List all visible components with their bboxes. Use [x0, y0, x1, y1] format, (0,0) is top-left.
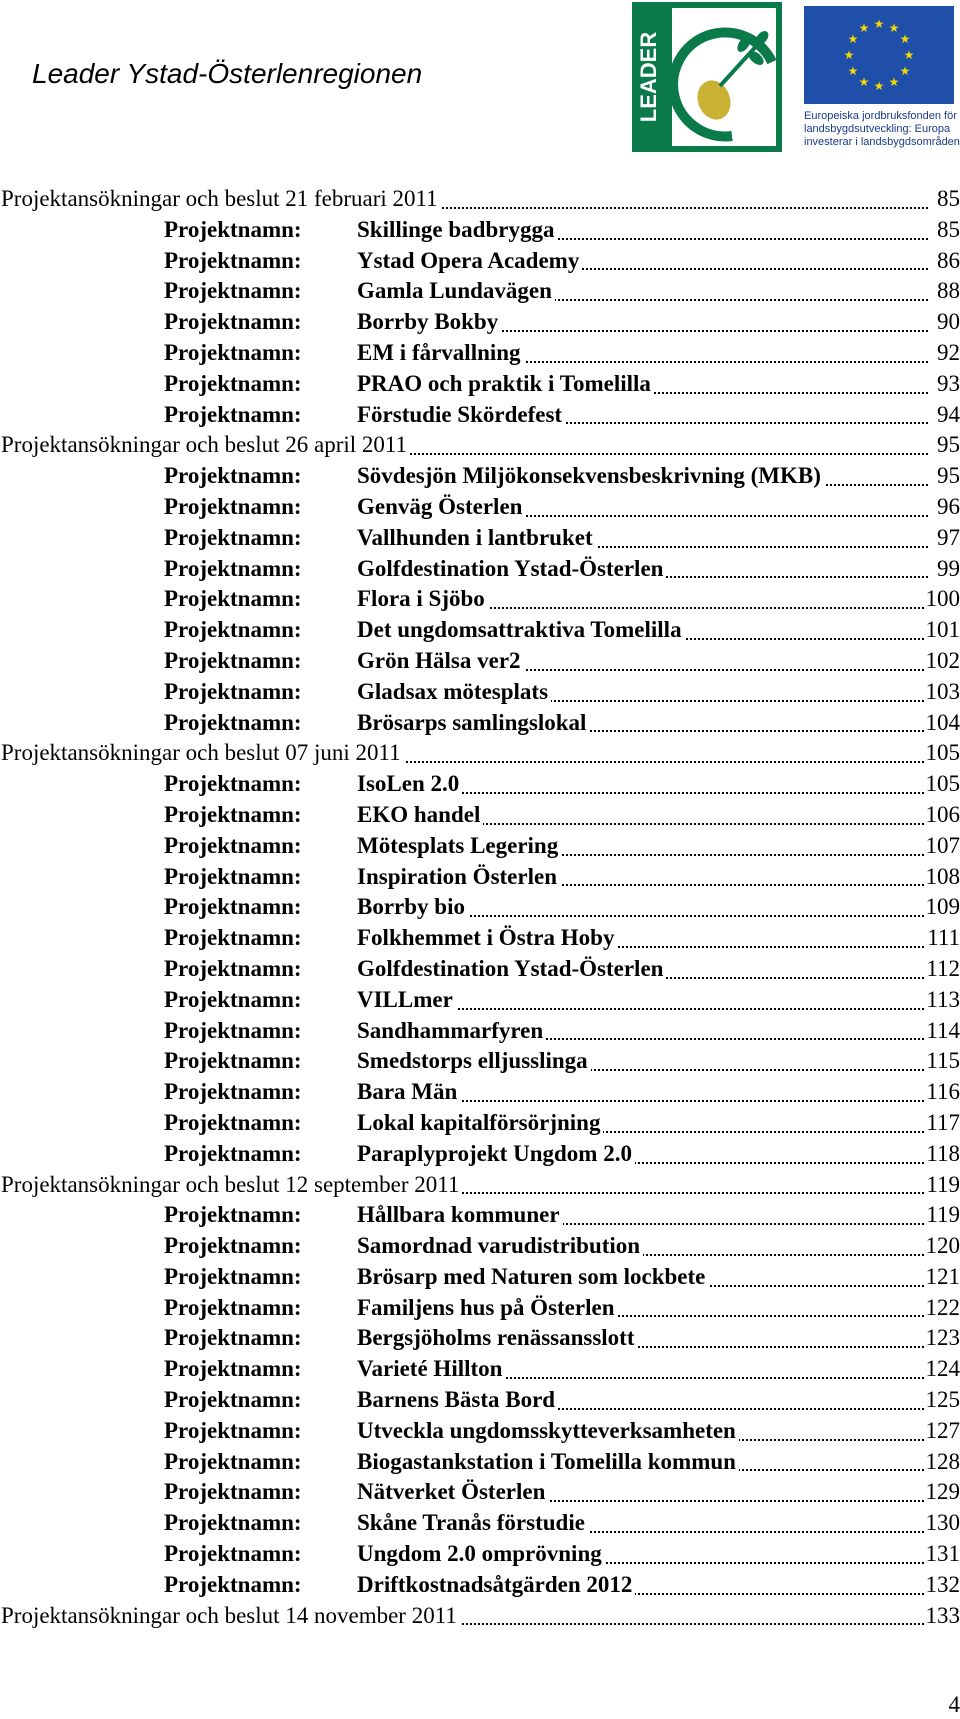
- eu-caption-line: Europeiska jordbruksfonden för: [804, 110, 957, 122]
- toc-item-row[interactable]: [0, 461, 960, 492]
- toc-page-number: 114: [924, 1016, 960, 1047]
- toc-item-prefix: Projektnamn:: [164, 216, 302, 242]
- toc-item-prefix: Projektnamn:: [164, 709, 302, 735]
- toc-section-title: Projektansökningar och beslut 26 april 2011: [1, 430, 410, 461]
- toc-item-prefix: Projektnamn:: [164, 1571, 302, 1597]
- toc-section-title: Projektansökningar och beslut 07 juni 2011: [1, 738, 404, 769]
- toc-item-name: Hållbara kommuner: [357, 1200, 563, 1231]
- toc-item-prefix: Projektnamn:: [164, 1541, 302, 1567]
- toc-item-row[interactable]: [0, 584, 960, 615]
- toc-item-row[interactable]: [0, 862, 960, 893]
- toc-item-row[interactable]: [0, 338, 960, 369]
- toc-item-name: Ystad Opera Academy: [357, 246, 582, 277]
- svg-text:★: ★: [903, 48, 915, 62]
- toc-item-row[interactable]: [0, 1477, 960, 1508]
- toc-item-name: Sövdesjön Miljökonsekvensbeskrivning (MKB): [357, 461, 824, 492]
- eu-caption-line: landsbygdsutveckling: Europa: [804, 123, 951, 135]
- toc-page-number: 108: [924, 862, 960, 893]
- toc-item-name: Borrby bio: [357, 892, 468, 923]
- toc-item-name: Biogastankstation i Tomelilla kommun: [357, 1447, 739, 1478]
- eu-flag-icon: [804, 6, 954, 104]
- toc-item-prefix: Projektnamn:: [164, 986, 302, 1012]
- toc-page-number: 104: [924, 708, 960, 739]
- toc-page-number: 117: [924, 1108, 960, 1139]
- toc-item-name: Driftkostnadsåtgärden 2012: [357, 1570, 635, 1601]
- toc-item-row[interactable]: [0, 677, 960, 708]
- toc-item-prefix: Projektnamn:: [164, 925, 302, 951]
- toc-item-name: Utveckla ungdomsskytteverksamheten: [357, 1416, 739, 1447]
- toc-item-row[interactable]: [0, 1262, 960, 1293]
- toc-page-number: 85: [935, 184, 960, 215]
- toc-section-title: Projektansökningar och beslut 12 september 2011: [1, 1170, 462, 1201]
- toc-item-prefix: Projektnamn:: [164, 1202, 302, 1228]
- toc-item-row[interactable]: [0, 615, 960, 646]
- toc-item-row[interactable]: [0, 831, 960, 862]
- toc-section-row[interactable]: [0, 1601, 960, 1632]
- toc-item-row[interactable]: [0, 1570, 960, 1601]
- toc-item-name: Paraplyprojekt Ungdom 2.0: [357, 1139, 635, 1170]
- toc-item-prefix: Projektnamn:: [164, 801, 302, 827]
- toc-item-row[interactable]: [0, 276, 960, 307]
- toc-item-row[interactable]: [0, 800, 960, 831]
- toc-page-number: 123: [924, 1323, 960, 1354]
- svg-text:★: ★: [858, 75, 870, 89]
- toc-item-name: Brösarps samlingslokal: [357, 708, 589, 739]
- eu-caption: [804, 110, 960, 149]
- toc-item-row[interactable]: [0, 307, 960, 338]
- toc-item-name: Ungdom 2.0 omprövning: [357, 1539, 605, 1570]
- toc-page-number: 106: [924, 800, 960, 831]
- leader-logo: [632, 2, 782, 152]
- toc-item-name: Gamla Lundavägen: [357, 276, 555, 307]
- toc-item-row[interactable]: [0, 892, 960, 923]
- toc-item-prefix: Projektnamn:: [164, 524, 302, 550]
- toc-item-prefix: Projektnamn:: [164, 1048, 302, 1074]
- toc-item-row[interactable]: [0, 492, 960, 523]
- toc-page-number: 95: [935, 461, 960, 492]
- toc-section-title: Projektansökningar och beslut 14 november 2011: [1, 1601, 460, 1632]
- toc-item-prefix: Projektnamn:: [164, 339, 302, 365]
- toc-item-row[interactable]: [0, 400, 960, 431]
- toc-item-name: Nätverket Österlen: [357, 1477, 548, 1508]
- toc-page-number: 85: [935, 215, 960, 246]
- toc-item-prefix: Projektnamn:: [164, 1233, 302, 1259]
- toc-item-row[interactable]: [0, 215, 960, 246]
- svg-text:★: ★: [873, 17, 885, 31]
- toc-page-number: 86: [935, 246, 960, 277]
- toc-item-row[interactable]: [0, 523, 960, 554]
- toc-page-number: 125: [924, 1385, 960, 1416]
- toc-page-number: 96: [935, 492, 960, 523]
- toc-item-prefix: Projektnamn:: [164, 247, 302, 273]
- toc-item-prefix: Projektnamn:: [164, 401, 302, 427]
- toc-item-row[interactable]: [0, 769, 960, 800]
- toc-item-row[interactable]: [0, 923, 960, 954]
- toc-item-row[interactable]: [0, 1323, 960, 1354]
- toc-page-number: 102: [924, 646, 960, 677]
- toc-page-number: 94: [935, 400, 960, 431]
- toc-item-prefix: Projektnamn:: [164, 1294, 302, 1320]
- toc-item-prefix: Projektnamn:: [164, 1140, 302, 1166]
- toc-item-prefix: Projektnamn:: [164, 832, 302, 858]
- eu-caption-line: investerar i landsbygdsområden: [804, 136, 960, 148]
- toc-page-number: 113: [924, 985, 960, 1016]
- toc-item-name: Genväg Österlen: [357, 492, 525, 523]
- toc-page-number: 101: [924, 615, 960, 646]
- svg-text:★: ★: [873, 79, 885, 93]
- toc-page-number: 130: [924, 1508, 960, 1539]
- toc-page-number: 131: [924, 1539, 960, 1570]
- toc-item-name: IsoLen 2.0: [357, 769, 462, 800]
- toc-item-row[interactable]: [0, 554, 960, 585]
- toc-item-prefix: Projektnamn:: [164, 771, 302, 797]
- toc-page-number: 132: [924, 1570, 960, 1601]
- toc-item-row[interactable]: [0, 1508, 960, 1539]
- toc-section-row[interactable]: [0, 430, 960, 461]
- toc-item-prefix: Projektnamn:: [164, 1079, 302, 1105]
- toc-page-number: 119: [924, 1170, 960, 1201]
- toc-item-prefix: Projektnamn:: [164, 955, 302, 981]
- toc-item-prefix: Projektnamn:: [164, 1356, 302, 1382]
- toc-item-name: Golfdestination Ystad-Österlen: [357, 554, 666, 585]
- toc-page-number: 105: [924, 738, 960, 769]
- toc-item-prefix: Projektnamn:: [164, 309, 302, 335]
- toc-page-number: 124: [924, 1354, 960, 1385]
- toc-item-row[interactable]: [0, 1200, 960, 1231]
- toc-page-number: 119: [924, 1200, 960, 1231]
- toc-section-row[interactable]: [0, 738, 960, 769]
- toc-item-prefix: Projektnamn:: [164, 586, 302, 612]
- toc-item-row[interactable]: [0, 246, 960, 277]
- toc-item-row[interactable]: [0, 1077, 960, 1108]
- header-title: Leader Ystad-Österlenregionen: [32, 58, 423, 89]
- toc-item-name: Grön Hälsa ver2: [357, 646, 524, 677]
- toc-page-number: 133: [924, 1601, 960, 1632]
- toc-page-number: 116: [924, 1077, 960, 1108]
- toc-item-prefix: Projektnamn:: [164, 678, 302, 704]
- leader-logo-text: LEADER: [636, 31, 661, 123]
- toc-item-name: EKO handel: [357, 800, 483, 831]
- toc-item-prefix: Projektnamn:: [164, 1510, 302, 1536]
- toc-page-number: 100: [924, 584, 960, 615]
- toc-page-number: 111: [925, 923, 960, 954]
- toc-page-number: 90: [935, 307, 960, 338]
- toc-item-name: Lokal kapitalförsörjning: [357, 1108, 603, 1139]
- toc-item-row[interactable]: [0, 708, 960, 739]
- toc-item-row[interactable]: [0, 1385, 960, 1416]
- toc-item-prefix: Projektnamn:: [164, 1325, 302, 1351]
- toc-item-row[interactable]: [0, 1016, 960, 1047]
- toc-item-prefix: Projektnamn:: [164, 1479, 302, 1505]
- toc-item-name: Inspiration Österlen: [357, 862, 560, 893]
- toc-item-name: Smedstorps elljusslinga: [357, 1046, 591, 1077]
- toc-item-name: Familjens hus på Österlen: [357, 1293, 617, 1324]
- toc-item-row[interactable]: [0, 985, 960, 1016]
- toc-item-prefix: Projektnamn:: [164, 463, 302, 489]
- toc-page-number: 129: [924, 1477, 960, 1508]
- toc-page-number: 95: [935, 430, 960, 461]
- toc-item-prefix: Projektnamn:: [164, 1263, 302, 1289]
- svg-text:★: ★: [899, 32, 911, 46]
- page-number: 4: [948, 1692, 960, 1717]
- toc-item-row[interactable]: [0, 1231, 960, 1262]
- toc-item-name: Skåne Tranås förstudie: [357, 1508, 588, 1539]
- toc-item-name: PRAO och praktik i Tomelilla: [357, 369, 654, 400]
- svg-text:★: ★: [858, 21, 870, 35]
- toc-item-prefix: Projektnamn:: [164, 1448, 302, 1474]
- toc-item-name: Barnens Bästa Bord: [357, 1385, 558, 1416]
- svg-text:★: ★: [847, 32, 859, 46]
- toc-item-name: Samordnad varudistribution: [357, 1231, 643, 1262]
- toc-item-name: VILLmer: [357, 985, 456, 1016]
- svg-text:★: ★: [888, 21, 900, 35]
- toc-page-number: 115: [924, 1046, 960, 1077]
- toc-item-row[interactable]: [0, 1293, 960, 1324]
- toc-item-name: Borrby Bokby: [357, 307, 501, 338]
- toc-item-prefix: Projektnamn:: [164, 617, 302, 643]
- svg-text:★: ★: [899, 64, 911, 78]
- toc-item-name: Skillinge badbrygga: [357, 215, 557, 246]
- toc-item-row[interactable]: [0, 954, 960, 985]
- toc-item-name: Mötesplats Legering: [357, 831, 561, 862]
- toc-item-row[interactable]: [0, 1539, 960, 1570]
- toc-item-name: Gladsax mötesplats: [357, 677, 551, 708]
- toc-item-prefix: Projektnamn:: [164, 1017, 302, 1043]
- toc-page-number: 107: [924, 831, 960, 862]
- toc-item-name: Bergsjöholms renässansslott: [357, 1323, 638, 1354]
- toc-section-row[interactable]: [0, 1170, 960, 1201]
- svg-text:★: ★: [843, 48, 855, 62]
- toc-item-row[interactable]: [0, 1416, 960, 1447]
- toc-item-prefix: Projektnamn:: [164, 863, 302, 889]
- toc-page-number: 109: [924, 892, 960, 923]
- toc-item-row[interactable]: [0, 1108, 960, 1139]
- toc-item-name: Flora i Sjöbo: [357, 584, 488, 615]
- toc-item-row[interactable]: [0, 1046, 960, 1077]
- toc-page-number: 99: [935, 554, 960, 585]
- toc-item-name: Det ungdomsattraktiva Tomelilla: [357, 615, 685, 646]
- toc-item-prefix: Projektnamn:: [164, 493, 302, 519]
- toc-page-number: 105: [924, 769, 960, 800]
- toc-page-number: 118: [924, 1139, 960, 1170]
- toc-item-prefix: Projektnamn:: [164, 647, 302, 673]
- toc-item-row[interactable]: [0, 1354, 960, 1385]
- toc-item-row[interactable]: [0, 646, 960, 677]
- toc-item-name: Golfdestination Ystad-Österlen: [357, 954, 666, 985]
- toc-item-name: Vallhunden i lantbruket: [357, 523, 596, 554]
- toc-page-number: 112: [924, 954, 960, 985]
- toc-item-name: Sandhammarfyren: [357, 1016, 546, 1047]
- toc-section-row[interactable]: [0, 184, 960, 215]
- toc-item-name: Folkhemmet i Östra Hoby: [357, 923, 617, 954]
- svg-text:★: ★: [847, 64, 859, 78]
- toc-page-number: 93: [935, 369, 960, 400]
- toc-item-prefix: Projektnamn:: [164, 370, 302, 396]
- toc-section-title: Projektansökningar och beslut 21 februari 2011: [1, 184, 441, 215]
- toc-page-number: 103: [924, 677, 960, 708]
- table-of-contents: [0, 184, 960, 1631]
- toc-item-prefix: Projektnamn:: [164, 1417, 302, 1443]
- toc-item-row[interactable]: [0, 1139, 960, 1170]
- toc-item-name: Bara Män: [357, 1077, 460, 1108]
- toc-page-number: 121: [924, 1262, 960, 1293]
- toc-item-row[interactable]: [0, 369, 960, 400]
- toc-page-number: 127: [924, 1416, 960, 1447]
- toc-item-name: Förstudie Skördefest: [357, 400, 565, 431]
- toc-item-prefix: Projektnamn:: [164, 1109, 302, 1135]
- toc-item-name: Varieté Hillton: [357, 1354, 505, 1385]
- toc-page-number: 92: [935, 338, 960, 369]
- toc-page-number: 122: [924, 1293, 960, 1324]
- toc-item-prefix: Projektnamn:: [164, 278, 302, 304]
- svg-text:★: ★: [888, 75, 900, 89]
- toc-item-prefix: Projektnamn:: [164, 894, 302, 920]
- toc-item-row[interactable]: [0, 1447, 960, 1478]
- toc-page-number: 120: [924, 1231, 960, 1262]
- toc-page-number: 88: [935, 276, 960, 307]
- toc-page-number: 128: [924, 1447, 960, 1478]
- toc-item-name: Brösarp med Naturen som lockbete: [357, 1262, 708, 1293]
- toc-item-name: EM i fårvallning: [357, 338, 524, 369]
- toc-page-number: 97: [935, 523, 960, 554]
- toc-item-prefix: Projektnamn:: [164, 555, 302, 581]
- toc-item-prefix: Projektnamn:: [164, 1387, 302, 1413]
